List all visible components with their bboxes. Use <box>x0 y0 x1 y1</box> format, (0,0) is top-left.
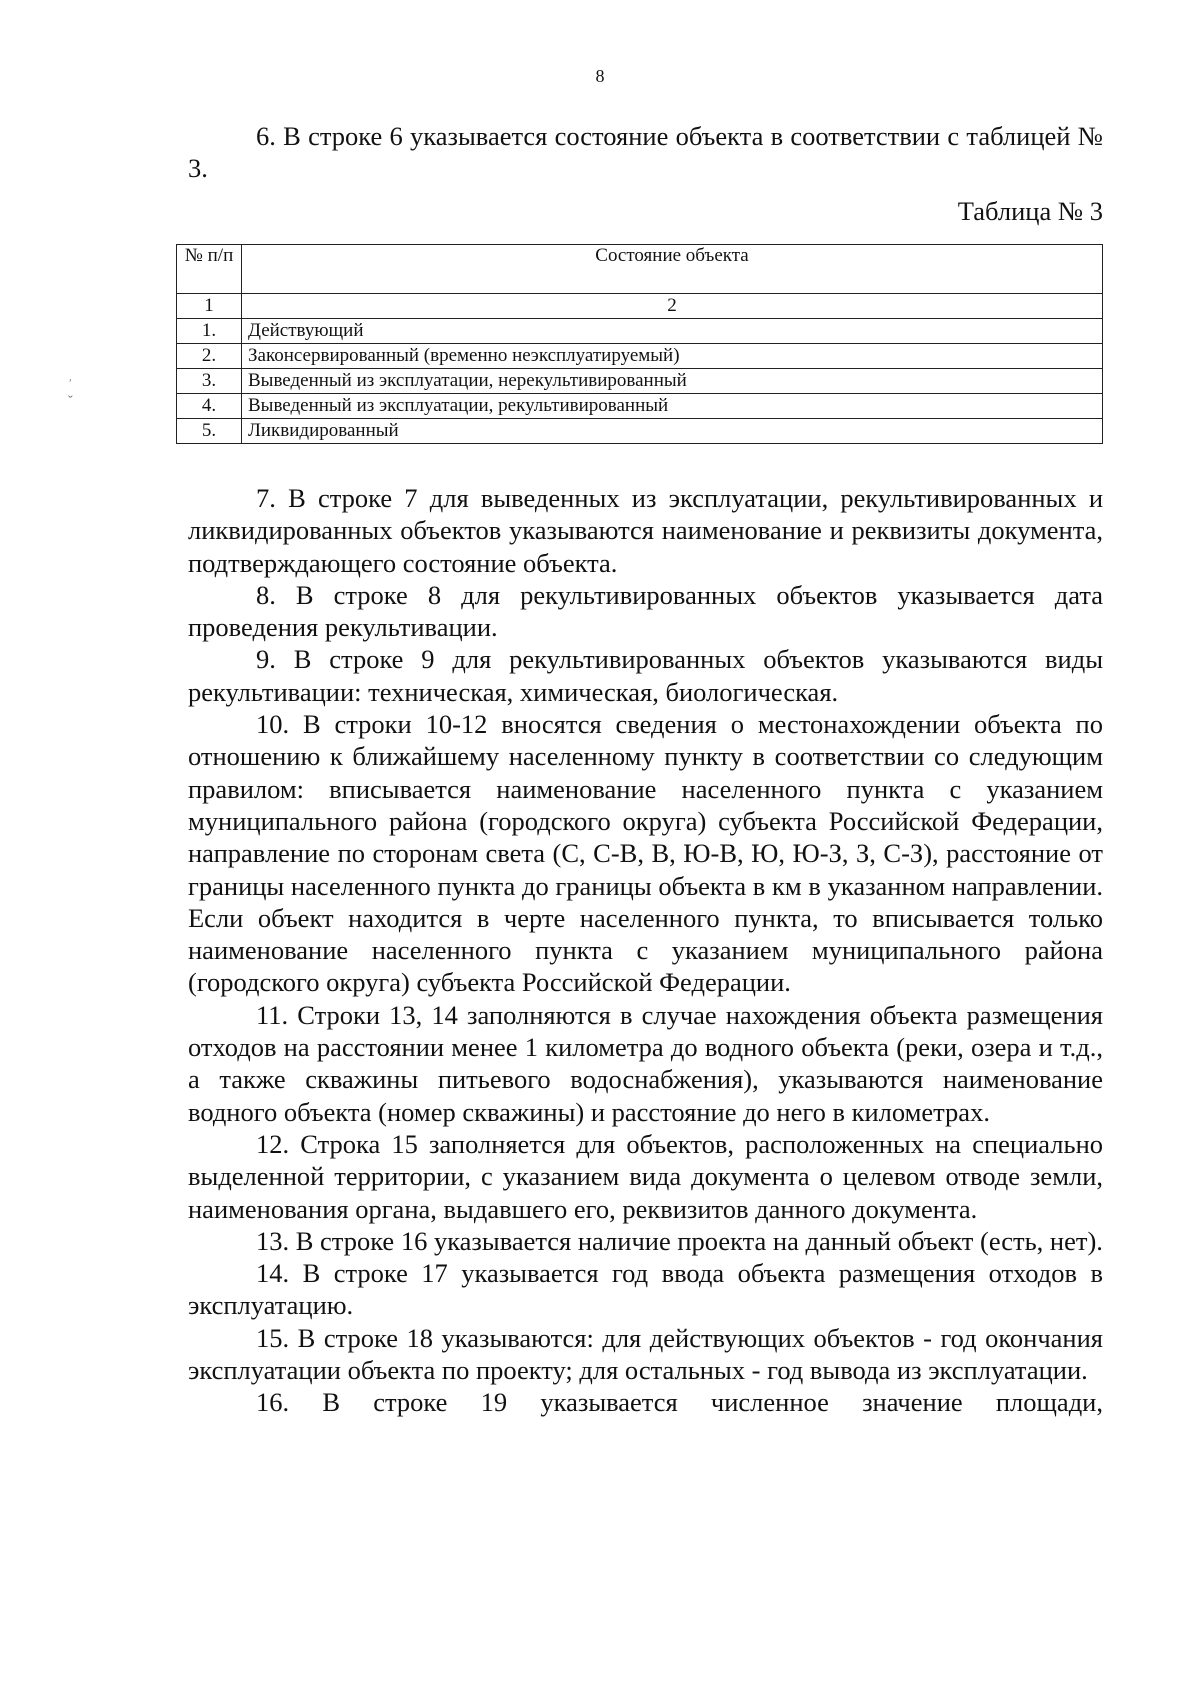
table-row <box>177 344 1103 369</box>
column-number-2: 2 <box>242 294 1103 319</box>
row-state: Действующий <box>242 319 1103 344</box>
header-state: Состояние объекта <box>242 245 1103 294</box>
paragraph-11: 11. Строки 13, 14 заполняются в случае нахождения объекта размещения отходов на расстоянии менее 1 километра до водного объекта (реки, озера и т.д., а также скважины питьевого водоснабжения), указываются наименование водного объекта (номер скважины) и расстояние до него в километрах. <box>188 999 1103 1127</box>
row-state: Выведенный из эксплуатации, рекультивированный <box>242 394 1103 419</box>
paragraph-8: 8. В строке 8 для рекультивированных объектов указывается дата проведения рекультивации. <box>188 579 1103 643</box>
row-number: 3. <box>177 369 242 394</box>
table-row <box>177 394 1103 419</box>
paragraph-9: 9. В строке 9 для рекультивированных объектов указываются виды рекультивации: техническая, химическая, биологическая. <box>188 644 1103 707</box>
table-row <box>177 319 1103 344</box>
table-header-row <box>177 245 1103 294</box>
row-state: Ликвидированный <box>242 419 1103 444</box>
paragraph-12: 12. Строка 15 заполняется для объектов, расположенных на специально выделенной территории, с указанием вида документа о целевом отводе земли, наименования органа, выдавшего его, реквизитов данного документа. <box>188 1128 1103 1224</box>
document-body <box>184 120 1103 1418</box>
row-number: 1. <box>177 319 242 344</box>
table-caption: Таблица № 3 <box>957 195 1103 226</box>
paragraph-14: 14. В строке 17 указывается год ввода объекта размещения отходов в эксплуатацию. <box>188 1258 1103 1321</box>
table-row <box>177 419 1103 444</box>
row-number: 2. <box>177 344 242 369</box>
state-table <box>176 244 1103 444</box>
row-number: 4. <box>177 394 242 419</box>
paragraph-7: 7. В строке 7 для выведенных из эксплуатации, рекультивированных и ликвидированных объектов указываются наименование и реквизиты документа, подтверждающего состояние объекта. <box>188 483 1103 578</box>
row-state: Выведенный из эксплуатации, нерекультивированный <box>242 369 1103 394</box>
table-row <box>177 369 1103 394</box>
row-state: Законсервированный (временно неэксплуатируемый) <box>242 344 1103 369</box>
page-number: 8 <box>595 66 605 86</box>
row-number: 5. <box>177 419 242 444</box>
margin-mark: ʾ ˇ <box>68 378 73 409</box>
paragraph-6: 6. В строке 6 указывается состояние объекта в соответствии с таблицей № 3. <box>188 121 1103 184</box>
table-column-numbers-row <box>177 294 1103 319</box>
column-number-1: 1 <box>177 294 242 319</box>
paragraphs-after-table <box>188 482 1103 1419</box>
paragraph-10: 10. В строки 10-12 вносятся сведения о местонахождении объекта по отношению к ближайшему населенному пункту в соответствии со следующим правилом: вписывается наименование населенного пункта с указанием муниципального района (городского округа) субъекта Российской Федерации, направление по сторонам света (С, С-В, В, Ю-В, Ю, Ю-З, З, С-З), расстояние от границы населенного пункта до границы объекта в км в указанном направлении. Если объект находится в черте населенного пункта, то вписывается только наименование населенного пункта с указанием муниципального района (городского округа) субъекта Российской Федерации. <box>188 709 1103 998</box>
paragraph-16: 16. В строке 19 указывается численное значение площади, <box>256 1387 1103 1418</box>
header-number: № п/п <box>177 245 242 294</box>
paragraph-13: 13. В строке 16 указывается наличие проекта на данный объект (есть, нет). <box>256 1225 1103 1256</box>
paragraph-15: 15. В строке 18 указываются: для действующих объектов - год окончания эксплуатации объекта по проекту; для остальных - год вывода из эксплуатации. <box>188 1322 1103 1386</box>
